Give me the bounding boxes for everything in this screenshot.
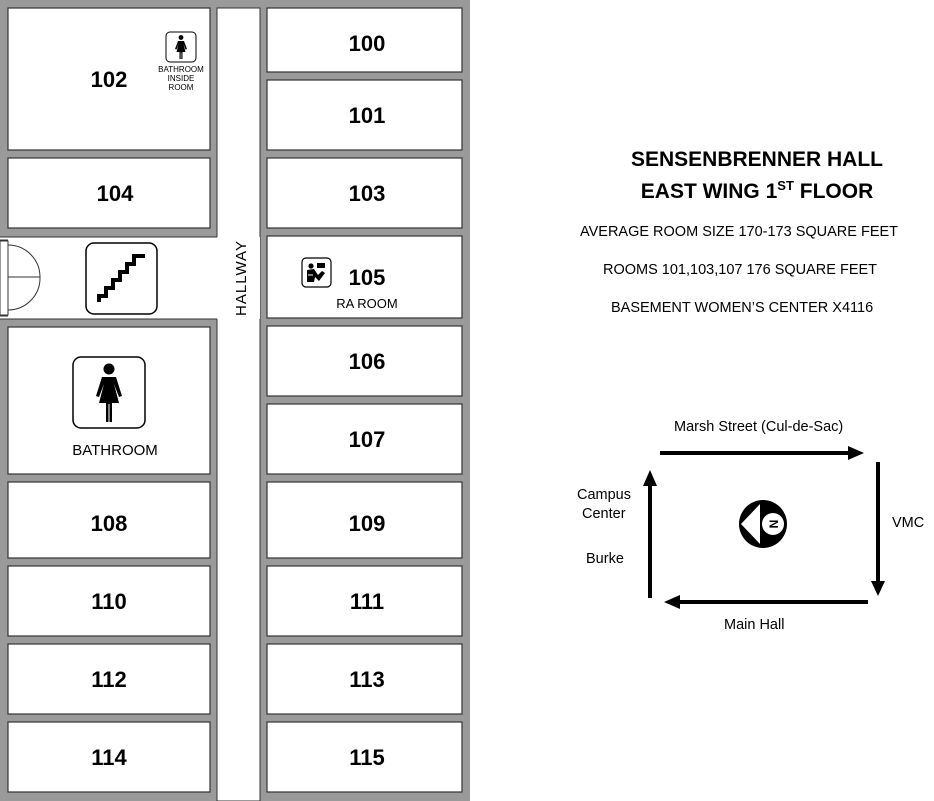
compass-letter: N — [767, 519, 781, 529]
room-113-label: 113 — [349, 667, 385, 692]
room-112-label: 112 — [91, 667, 127, 692]
room-105-label: 105 — [348, 265, 386, 290]
room-109-label: 109 — [348, 511, 386, 536]
room-100-label: 100 — [348, 31, 386, 56]
direction-west-label-3: Burke — [586, 551, 624, 567]
woman-restroom-icon — [73, 357, 145, 428]
page-title — [560, 147, 934, 205]
room-108-label: 108 — [90, 511, 128, 536]
room-103-label: 103 — [348, 181, 386, 206]
room-106-label: 106 — [348, 349, 386, 374]
hallway-corridor — [217, 8, 260, 801]
bathroom-inside-room-icon — [166, 32, 196, 62]
direction-west-label-2: Center — [582, 506, 626, 522]
room-107-label: 107 — [348, 427, 386, 452]
info-room-size: AVERAGE ROOM SIZE 170-173 SQUARE FEET — [580, 224, 899, 240]
room-110-label: 110 — [91, 589, 127, 614]
bathroom-inside-label-1: BATHROOM — [158, 65, 204, 74]
title-superscript: ST — [777, 178, 794, 193]
info-rooms-square-feet: ROOMS 101,103,107 176 SQUARE FEET — [603, 262, 878, 278]
room-111-label: 111 — [349, 589, 385, 614]
bathroom-label: BATHROOM — [72, 442, 158, 459]
bathroom-inside-label-3: ROOM — [168, 83, 194, 92]
bathroom-inside-label-2: INSIDE — [167, 74, 195, 83]
ra-person-icon — [302, 258, 331, 287]
direction-north-label: Marsh Street (Cul-de-Sac) — [674, 419, 844, 435]
room-101-label: 101 — [348, 103, 386, 128]
title-line-1: SENSENBRENNER HALL — [630, 148, 884, 171]
ra-room-label: RA ROOM — [336, 296, 398, 311]
direction-south-label: Main Hall — [724, 617, 785, 633]
room-115-label: 115 — [349, 745, 385, 770]
room-104-label: 104 — [96, 181, 134, 206]
direction-west-label-1: Campus — [577, 487, 631, 503]
info-basement-center: BASEMENT WOMEN’S CENTER X4116 — [611, 300, 874, 316]
room-114-label: 114 — [91, 745, 127, 770]
room-102-label: 102 — [90, 67, 128, 92]
compass-north-icon — [739, 500, 787, 548]
title-line-2: EAST WING 1ST FLOOR — [640, 178, 874, 203]
stairs-icon — [86, 243, 157, 314]
hallway-label: HALLWAY — [233, 240, 250, 316]
direction-east-label: VMC — [892, 515, 925, 531]
